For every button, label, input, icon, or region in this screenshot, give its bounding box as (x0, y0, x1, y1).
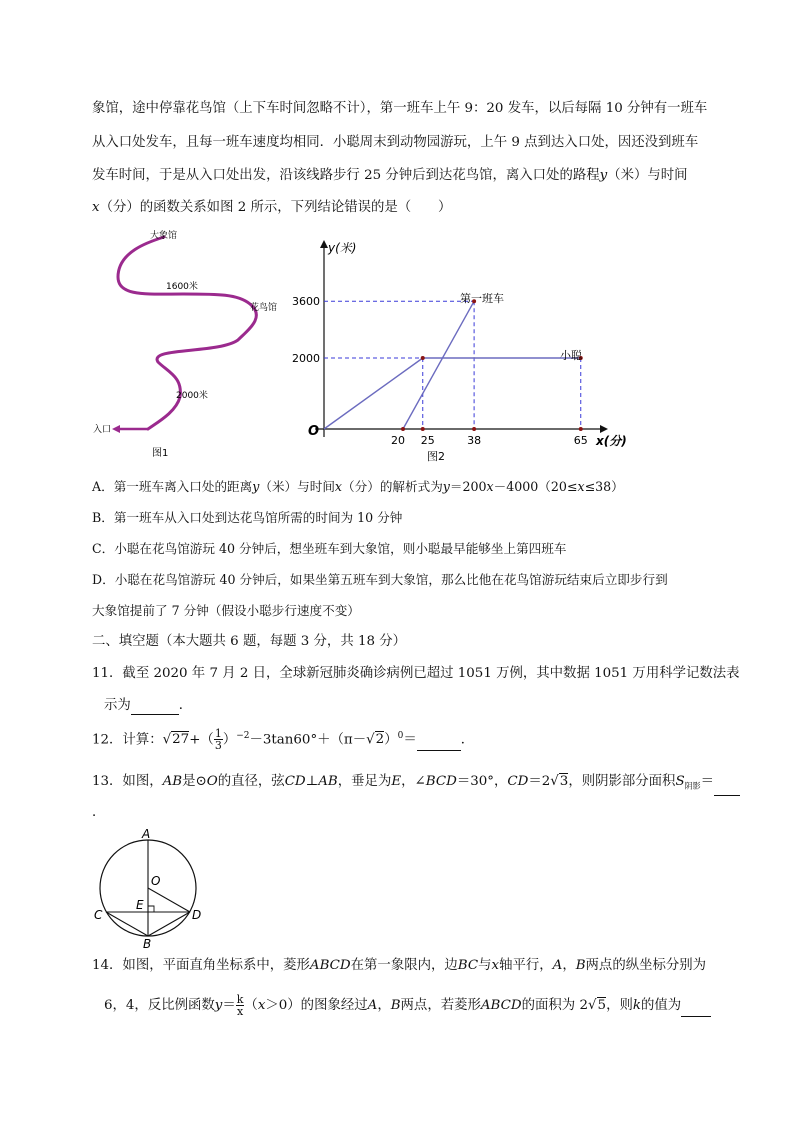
q12-line: 12．计算：√27+（ $\frac{1}{3}$ ）$^{-2}-3\tan 60^\circ+(\pi-√2)^0=$ ． (92, 727, 475, 753)
person-segment-0 (324, 358, 423, 429)
series-label-bus: 第一班车 (460, 292, 504, 305)
x-tick-38: 38 (467, 434, 482, 447)
route-arrow (112, 425, 120, 433)
p10-line1: 象馆，途中停靠花鸟馆（上下车时间忽略不计），第一班车上午 9：20 发车，以后每隔 10 分钟有一班车 (92, 101, 708, 116)
figure1-caption: 图1 (152, 448, 169, 459)
y-tick-2000: 2000 (292, 352, 320, 365)
y-tick-3600: 3600 (292, 295, 320, 309)
option-b: B．第一班车从入口处到达花鸟馆所需的时间为 10 分钟 (92, 510, 403, 525)
y-axis-arrow (320, 240, 328, 248)
x-tick-20: 20 (391, 434, 405, 447)
q14-line2: 6，4，反比例函数y＝ $\frac{k}{x}$ （x＞0）的图象经过A，B两点，若菱形ABCD的面积为 2√5，则k的值为 (104, 994, 711, 1017)
figure1-route-map (88, 222, 288, 467)
section-heading-fill-blank: 二、填空题（本大题共 6 题，每题 3 分，共 18 分） (92, 634, 407, 649)
label-entrance: 入口 (93, 425, 112, 435)
figure2-graph (290, 232, 650, 464)
q11-line1: 11．截至 2020 年 7 月 2 日，全球新冠肺炎确诊病例已超过 1051 万例，其中数据 1051 万用科学记数法表 (92, 666, 740, 681)
y-axis-label: y(米) (328, 241, 357, 255)
p10-line2: 从入口处发车，且每一班车速度均相同．小聪周末到动物园游玩，上午 9 点到达入口处，因还没到班车 (92, 135, 699, 150)
x-tick-25: 25 (420, 434, 435, 447)
segment-cb (106, 912, 148, 936)
p10-line4: x（分）的函数关系如图 2 所示，下列结论错误的是（ ） (92, 200, 452, 215)
point-3 (401, 427, 405, 431)
q12-fraction: $\frac{1}{3}$ (214, 727, 222, 753)
label-bird-hall: 花鸟馆 (250, 303, 278, 313)
q13-answer-blank[interactable] (714, 781, 740, 796)
point-0 (421, 356, 425, 360)
right-angle-mark (148, 906, 154, 912)
q14-line1: 14．如图，平面直角坐标系中，菱形ABCD在第一象限内，边BC与x轴平行，A，B两点的纵坐标分别为 (92, 958, 707, 973)
point-6 (579, 427, 583, 431)
option-c: C．小聪在花鸟馆游玩 40 分钟后，想坐班车到大象馆，则小聪最早能够坐上第四班车 (92, 541, 567, 556)
option-a: A．第一班车离入口处的距离y（米）与时间x（分）的解析式为y＝200x－4000（20≤x≤38） (92, 479, 624, 494)
figure2-caption: 图2 (427, 450, 445, 463)
q14-answer-blank[interactable] (681, 1002, 711, 1017)
q13-line2: ． (92, 805, 106, 820)
data-points (401, 299, 583, 431)
point-d: D (192, 908, 202, 922)
q14-fraction: $\frac{k}{x}$ (236, 993, 244, 1018)
series-lines (324, 301, 581, 429)
tick-labels (292, 295, 588, 447)
q12-answer-blank[interactable] (417, 736, 461, 751)
point-o: O (151, 874, 161, 888)
option-d-line1: D．小聪在花鸟馆游玩 40 分钟后，如果坐第五班车到大象馆，那么比他在花鸟馆游玩结束后立即步行到 (92, 572, 668, 587)
label-elephant-hall: 大象馆 (150, 231, 178, 241)
point-5 (472, 427, 476, 431)
guide-dashes (324, 301, 581, 429)
q13-line1: 13．如图，AB是⊙O的直径，弦CD⊥AB，垂足为E，∠BCD＝30°，CD＝2√3，则阴影部分面积$S_{阴影}=$ (92, 773, 740, 796)
x-tick-65: 65 (573, 434, 588, 447)
label-distance-lower: 2000米 (176, 391, 208, 401)
q13-circle-figure (92, 827, 212, 949)
series-label-person: 小聪 (560, 349, 582, 362)
point-e: E (136, 898, 144, 912)
point-c: C (94, 908, 103, 922)
segment-bd (148, 912, 190, 936)
q11-answer-blank[interactable] (131, 700, 179, 715)
q11-line2: 示为 ． (104, 698, 193, 713)
origin-label: O (308, 424, 320, 439)
point-b: B (143, 937, 152, 949)
option-d-line2: 大象馆提前了 7 分钟（假设小聪步行速度不变） (92, 603, 360, 618)
point-a: A (142, 827, 151, 841)
x-axis-label: x(分) (596, 434, 627, 448)
point-4 (421, 427, 425, 431)
label-distance-upper: 1600米 (166, 282, 198, 292)
x-axis-arrow (600, 425, 608, 433)
p10-line3: 发车时间，于是从入口处出发，沿该线路步行 25 分钟后到达花鸟馆，离入口处的路程y（米）与时间 (92, 168, 688, 183)
